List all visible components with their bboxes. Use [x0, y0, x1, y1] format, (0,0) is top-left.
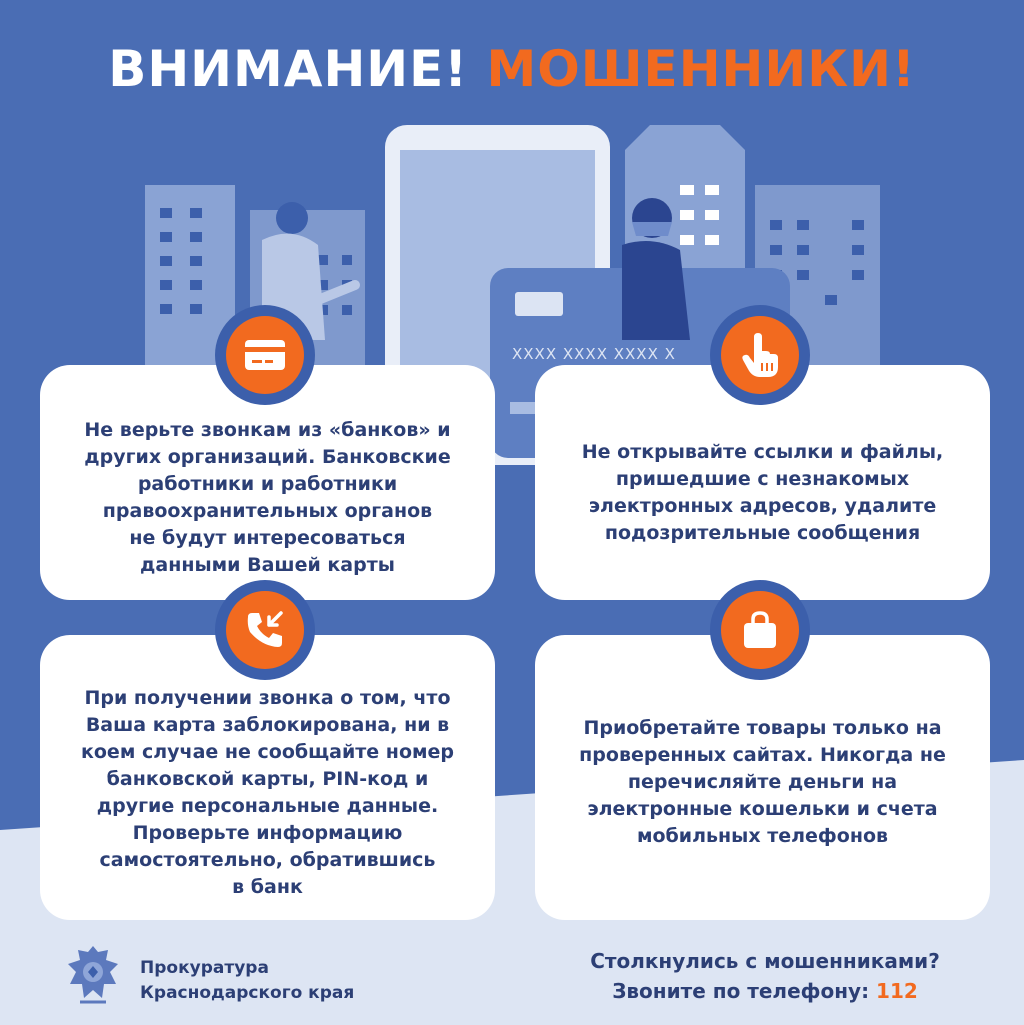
illustration-card-number: XXXX XXXX XXXX X: [512, 345, 676, 363]
prosecutor-emblem-icon: [60, 940, 126, 1012]
shopping-bag-icon: [740, 610, 780, 650]
pointing-hand-icon: [740, 333, 780, 377]
org-line2: Краснодарского края: [140, 983, 355, 1003]
tip-text: При получении звонка о том, что Ваша карта заблокирована, ни в коем случае не сообщайте номер банковской карты, PIN-код и другие персональные данные. Проверьте информацию самостоятельно, обратившись в банк: [80, 686, 455, 898]
icon-badge: [215, 580, 315, 680]
hotline-question: Столкнулись с мошенниками?: [590, 949, 940, 973]
tip-text: Не открывайте ссылки и файлы, пришедшие с незнакомых электронных адресов, удалите подозрительные сообщения: [581, 440, 944, 544]
title-attention: ВНИМАНИЕ!: [108, 40, 469, 98]
icon-badge: [710, 305, 810, 405]
icon-badge: [215, 305, 315, 405]
org-line1: Прокуратура: [140, 958, 269, 978]
hotline-phone-number[interactable]: 112: [876, 979, 918, 1003]
icon-badge: [710, 580, 810, 680]
hotline-info: [540, 946, 990, 1006]
organization-name: [140, 956, 354, 1006]
title-fraudsters: МОШЕННИКИ!: [486, 40, 916, 98]
credit-card-icon: [244, 339, 286, 371]
tip-text: Приобретайте товары только на проверенных сайтах. Никогда не перечисляйте деньги на электронные кошельки и счета мобильных телефонов: [579, 717, 946, 847]
tip-text: Не верьте звонкам из «банков» и других организаций. Банковские работники и работники правоохранительных органов не будут интересоваться данными Вашей карты: [84, 418, 451, 576]
incoming-call-icon: [244, 609, 286, 651]
page-title: [0, 40, 1024, 98]
hotline-call-text: Звоните по телефону:: [612, 979, 870, 1003]
